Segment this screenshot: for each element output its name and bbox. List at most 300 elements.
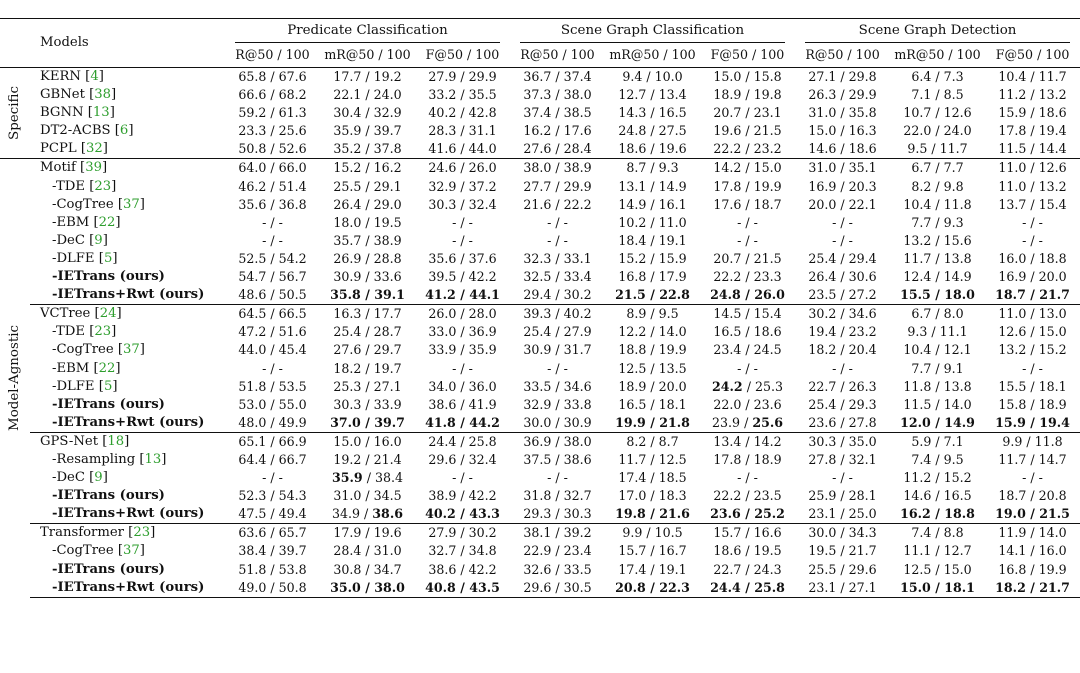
metric-value-at-100: 38.0	[374, 579, 405, 595]
table-row	[0, 86, 1080, 104]
citation-link[interactable]: [6]	[114, 123, 134, 139]
metric-value: 28.3 / 31.1	[428, 123, 497, 139]
metric-value: 35.2 / 37.8	[333, 141, 402, 157]
metric-value: 11.9 / 14.0	[985, 524, 1080, 543]
metric-value	[985, 286, 1080, 305]
citation-number[interactable]: 38	[94, 87, 112, 103]
model-name: GPS-Net	[40, 433, 99, 449]
table-row	[0, 122, 1080, 140]
metric-value: 11.7 / 14.7	[998, 451, 1067, 467]
citation-number[interactable]: 39	[85, 160, 102, 176]
metric-value: 9.4 / 10.0	[605, 68, 700, 87]
metric-value: 18.7 / 20.8	[998, 488, 1067, 504]
citation-number[interactable]: 4	[90, 69, 99, 84]
model-name-cell	[30, 469, 225, 487]
metric-value: 25.5 / 29.6	[808, 561, 877, 577]
model-name-cell	[30, 250, 225, 268]
metric-value: 64.5 / 66.5	[225, 305, 320, 324]
model-name: -IETrans (ours)	[52, 269, 165, 285]
metric-value-at-100: 18.1	[944, 579, 975, 595]
metric-value: 15.5 / 18.1	[998, 378, 1067, 394]
citation-link[interactable]: [37]	[117, 543, 145, 559]
metric-value: 23.4 / 24.5	[713, 342, 782, 358]
metric-value: 36.7 / 37.4	[510, 68, 605, 87]
table-row	[0, 561, 1080, 579]
metric-value: 26.0 / 28.0	[415, 305, 510, 324]
citation-link[interactable]: [4]	[85, 69, 104, 84]
value-separator: /	[1025, 287, 1040, 303]
metric-value-at-50: 37.0	[330, 414, 361, 430]
metric-value: 29.3 / 30.3	[523, 506, 592, 522]
metric-value: 25.4 / 29.4	[808, 250, 877, 266]
metric-value: 22.2 / 23.2	[713, 141, 782, 157]
metric-value: 40.2 / 42.8	[428, 105, 497, 121]
metric-value: 54.7 / 56.7	[238, 269, 307, 285]
metric-value: 27.8 / 32.1	[808, 451, 877, 467]
metric-value-at-50: 18.2	[995, 579, 1026, 595]
metric-value-at-100: 22.8	[659, 287, 690, 303]
value-separator: /	[930, 287, 945, 303]
table-row	[0, 524, 1080, 543]
citation-number[interactable]: 6	[119, 123, 129, 139]
metric-value: 30.8 / 34.7	[333, 561, 402, 577]
metric-value: 23.1 / 25.0	[808, 506, 877, 522]
row-group-label	[0, 159, 30, 597]
metric-value: 33.9 / 35.9	[428, 342, 497, 358]
model-name-cell	[30, 214, 225, 232]
model-name: -IETrans+Rwt (ours)	[52, 506, 205, 522]
metric-value-at-100: 18.8	[944, 506, 975, 522]
citation-link[interactable]: [38]	[89, 87, 117, 103]
table-row	[0, 323, 1080, 341]
metric-value: 6.7 / 8.0	[890, 305, 985, 324]
citation-link[interactable]: [9]	[89, 232, 108, 248]
metric-header: R@50 / 100	[795, 43, 890, 68]
metric-value: 10.4 / 11.7	[985, 68, 1080, 87]
metric-value: 30.9 / 33.6	[333, 269, 402, 285]
models-header: Models	[30, 19, 225, 68]
metric-value: 16.8 / 17.9	[618, 269, 687, 285]
citation-link[interactable]: [22]	[93, 214, 121, 230]
metric-value: 35.6 / 36.8	[238, 196, 307, 212]
model-name: -IETrans+Rwt (ours)	[52, 579, 205, 595]
metric-value: 25.4 / 27.9	[523, 324, 592, 340]
metric-value: 38.0 / 38.9	[510, 159, 605, 178]
metric-value: 11.2 / 13.2	[998, 87, 1067, 103]
metric-value: - / -	[452, 232, 473, 248]
citation-number[interactable]: 32	[85, 141, 103, 157]
model-name: -CogTree	[52, 196, 114, 212]
metric-value-at-100: 43.3	[469, 506, 500, 522]
metric-value-at-50: 18.7	[995, 287, 1026, 303]
metric-value: 33.2 / 35.5	[428, 87, 497, 103]
citation-link[interactable]: [5]	[98, 250, 118, 266]
model-name-cell	[30, 286, 225, 305]
value-separator: /	[645, 414, 660, 430]
metric-value-at-50: 24.8	[710, 287, 741, 303]
value-separator: /	[455, 506, 470, 522]
metric-value	[415, 579, 510, 598]
metric-value: 19.4 / 23.2	[808, 324, 877, 340]
citation-number[interactable]: 37	[123, 342, 140, 358]
metric-value: 17.4 / 18.5	[618, 470, 687, 486]
metric-value: 7.4 / 8.8	[890, 524, 985, 543]
citation-number[interactable]: 5	[103, 250, 113, 266]
metric-value-at-100: 25.3	[754, 378, 783, 394]
metric-value: 18.2 / 19.7	[333, 360, 402, 376]
table-row	[0, 305, 1080, 324]
value-separator: /	[645, 287, 660, 303]
model-name: -IETrans (ours)	[52, 488, 165, 504]
citation-number[interactable]: 37	[123, 196, 140, 212]
metric-value	[890, 505, 985, 524]
citation-number[interactable]: 9	[94, 470, 103, 486]
table-row	[0, 286, 1080, 305]
metric-value: 15.0 / 15.8	[700, 68, 795, 87]
metric-value: 18.2 / 20.4	[808, 342, 877, 358]
metric-value: 17.4 / 19.1	[618, 561, 687, 577]
citation-number[interactable]: 9	[94, 232, 103, 248]
model-name: PCPL	[40, 141, 77, 157]
metric-value: 29.4 / 30.2	[523, 287, 592, 303]
model-name: -TDE	[52, 178, 85, 194]
table-row	[0, 487, 1080, 505]
metric-value: 11.2 / 15.2	[903, 470, 972, 486]
metric-value: 22.9 / 23.4	[523, 543, 592, 559]
metric-value: 65.1 / 66.9	[225, 432, 320, 451]
metric-value: 12.5 / 15.0	[903, 561, 972, 577]
metric-value: 11.0 / 13.0	[985, 305, 1080, 324]
metric-value: 65.8 / 67.6	[225, 68, 320, 87]
citation-link[interactable]: [5]	[98, 378, 118, 394]
metric-value-at-100: 21.7	[1039, 287, 1070, 303]
value-separator: /	[1025, 579, 1040, 595]
value-separator: /	[360, 506, 373, 522]
metric-value: 20.7 / 21.5	[713, 250, 782, 266]
metric-value	[415, 286, 510, 305]
metric-value: 15.8 / 18.9	[998, 396, 1067, 412]
metric-value-at-50: 41.8	[425, 414, 456, 430]
metric-value: 30.3 / 35.0	[795, 432, 890, 451]
metric-value: 39.3 / 40.2	[510, 305, 605, 324]
value-separator: /	[930, 579, 945, 595]
metric-value-at-50: 40.2	[425, 506, 456, 522]
citation-link[interactable]: [23]	[128, 525, 156, 541]
metric-value: 18.6 / 19.5	[713, 543, 782, 559]
metric-value: 27.9 / 30.2	[415, 524, 510, 543]
metric-value-at-50: 12.0	[900, 414, 931, 430]
metric-value	[700, 286, 795, 305]
metric-value: 66.6 / 68.2	[238, 87, 307, 103]
value-separator: /	[740, 414, 753, 430]
citation-number[interactable]: 13	[144, 451, 162, 467]
metric-value: 15.9 / 18.6	[998, 105, 1067, 121]
metric-value: 27.7 / 29.9	[523, 178, 592, 194]
metric-value: 38.4 / 39.7	[238, 543, 307, 559]
metric-value: - / -	[737, 470, 758, 486]
model-name: -EBM	[52, 214, 90, 230]
metric-value: 11.7 / 13.8	[903, 250, 972, 266]
metric-value-at-100: 19.4	[1039, 414, 1070, 430]
metric-value	[320, 469, 415, 487]
metric-value: 18.9 / 19.8	[713, 87, 782, 103]
model-name: -EBM	[52, 360, 90, 376]
citation-number[interactable]: 23	[133, 525, 151, 541]
metric-value: 22.0 / 24.0	[903, 123, 972, 139]
citation-link[interactable]: [24]	[94, 306, 122, 322]
table-row	[0, 104, 1080, 122]
citation-link[interactable]: [9]	[89, 470, 108, 486]
metric-header: R@50 / 100	[225, 43, 320, 68]
model-name: -IETrans (ours)	[52, 561, 165, 577]
metric-value: 30.0 / 34.3	[795, 524, 890, 543]
model-name: BGNN	[40, 105, 84, 121]
model-name: KERN	[40, 69, 81, 84]
model-name: -DeC	[52, 232, 85, 248]
metric-value: 34.0 / 36.0	[428, 378, 497, 394]
metric-value: 19.2 / 21.4	[333, 451, 402, 467]
metric-value: 63.6 / 65.7	[225, 524, 320, 543]
metric-value: 8.2 / 8.7	[605, 432, 700, 451]
metric-value: 25.4 / 29.3	[808, 396, 877, 412]
metric-value: 27.1 / 29.8	[795, 68, 890, 87]
metric-value: 25.4 / 28.7	[333, 324, 402, 340]
metric-value: 15.7 / 16.6	[700, 524, 795, 543]
metric-value: 11.8 / 13.8	[903, 378, 972, 394]
group-header-predcls: Predicate Classification	[225, 19, 510, 44]
metric-header: R@50 / 100	[510, 43, 605, 68]
model-name: -CogTree	[52, 342, 114, 358]
citation-link[interactable]: [32]	[80, 141, 108, 157]
model-name-cell	[30, 505, 225, 524]
header-blank	[0, 19, 30, 68]
citation-link[interactable]: [39]	[80, 160, 108, 176]
citation-number[interactable]: 24	[99, 306, 117, 322]
metric-value	[320, 579, 415, 598]
metric-value: 38.6 / 41.9	[428, 396, 497, 412]
metric-value	[700, 505, 795, 524]
metric-value: 32.7 / 34.8	[428, 543, 497, 559]
metric-value-at-50: 21.5	[615, 287, 646, 303]
citation-number[interactable]: 22	[98, 360, 116, 376]
citation-number[interactable]: 5	[103, 378, 113, 394]
metric-value: - / -	[547, 214, 568, 230]
metric-value: 7.1 / 8.5	[911, 87, 964, 103]
model-name: Transformer	[40, 525, 124, 541]
metric-value: 14.9 / 16.1	[618, 196, 687, 212]
model-name-cell	[30, 323, 225, 341]
results-table	[0, 18, 1080, 598]
metric-value-at-50: 41.2	[425, 287, 456, 303]
table-row	[0, 505, 1080, 524]
metric-value: 24.8 / 27.5	[618, 123, 687, 139]
metric-value: 7.7 / 9.3	[911, 214, 964, 230]
metric-value: 39.5 / 42.2	[428, 269, 497, 285]
value-separator: /	[455, 579, 470, 595]
metric-value: 50.8 / 52.6	[238, 141, 307, 157]
table-row	[0, 396, 1080, 414]
model-name: DT2-ACBS	[40, 123, 111, 139]
citation-link[interactable]: [13]	[87, 105, 115, 121]
value-separator: /	[645, 506, 660, 522]
metric-value: 23.6 / 27.8	[808, 414, 877, 430]
metric-value: 53.0 / 55.0	[238, 396, 307, 412]
metric-value: 51.8 / 53.5	[238, 378, 307, 394]
citation-number[interactable]: 23	[94, 178, 112, 194]
metric-value: - / -	[262, 232, 283, 248]
metric-value: 30.0 / 30.9	[523, 414, 592, 430]
metric-value: 48.6 / 50.5	[238, 287, 307, 303]
value-separator: /	[455, 414, 470, 430]
metric-value-at-50: 19.9	[615, 414, 646, 430]
metric-value: 15.0 / 16.3	[808, 123, 877, 139]
citation-link[interactable]: [23]	[89, 324, 117, 340]
metric-value	[605, 286, 700, 305]
metric-value-at-100: 38.6	[372, 506, 403, 522]
model-name-cell	[30, 104, 225, 122]
group-header-sgcls: Scene Graph Classification	[510, 19, 795, 44]
metric-value-at-50: 24.4	[710, 579, 741, 595]
metric-value: 15.2 / 16.2	[320, 159, 415, 178]
value-separator: /	[1025, 506, 1040, 522]
metric-value: 6.4 / 7.3	[890, 68, 985, 87]
metric-value: 27.6 / 28.4	[523, 141, 592, 157]
citation-link[interactable]: [13]	[139, 451, 167, 467]
metric-value: 30.9 / 31.7	[523, 342, 592, 358]
metric-value: 52.5 / 54.2	[238, 250, 307, 266]
citation-link[interactable]: [22]	[93, 360, 121, 376]
metric-value: 11.1 / 12.7	[903, 543, 972, 559]
metric-value: 27.6 / 29.7	[333, 342, 402, 358]
citation-number[interactable]: 22	[98, 214, 116, 230]
metric-value: 35.6 / 37.6	[428, 250, 497, 266]
metric-value-at-50: 19.0	[995, 506, 1026, 522]
metric-value: 17.8 / 18.9	[713, 451, 782, 467]
metric-value	[320, 414, 415, 433]
metric-value: 21.6 / 22.2	[523, 196, 592, 212]
citation-link[interactable]: [37]	[117, 196, 145, 212]
metric-value: 22.0 / 23.6	[713, 396, 782, 412]
metric-value: - / -	[832, 232, 853, 248]
metric-value: 12.7 / 13.4	[618, 87, 687, 103]
metric-value	[890, 286, 985, 305]
metric-value: 30.4 / 32.9	[333, 105, 402, 121]
model-name-cell	[30, 561, 225, 579]
metric-value: 7.7 / 9.1	[911, 360, 964, 376]
metric-value: 37.4 / 38.5	[523, 105, 592, 121]
value-separator: /	[930, 414, 945, 430]
metric-value: 37.5 / 38.6	[523, 451, 592, 467]
metric-value: - / -	[452, 214, 473, 230]
metric-value	[320, 505, 415, 524]
metric-value: 17.6 / 18.7	[713, 196, 782, 212]
citation-link[interactable]: [18]	[102, 433, 130, 449]
metric-value: 14.1 / 16.0	[998, 543, 1067, 559]
metric-value-at-100: 39.1	[374, 287, 405, 303]
metric-value-at-100: 25.2	[754, 506, 785, 522]
metric-value: 31.0 / 35.1	[795, 159, 890, 178]
metric-value: 16.5 / 18.1	[618, 396, 687, 412]
metric-value	[700, 378, 795, 396]
value-separator: /	[455, 287, 470, 303]
metric-value: 8.9 / 9.5	[605, 305, 700, 324]
metric-value: 11.0 / 13.2	[998, 178, 1067, 194]
metric-value: 20.0 / 22.1	[808, 196, 877, 212]
metric-value: 35.7 / 38.9	[333, 232, 402, 248]
metric-value: - / -	[547, 360, 568, 376]
metric-value: 12.6 / 15.0	[998, 324, 1067, 340]
metric-value-at-100: 26.0	[754, 287, 785, 303]
model-name: -Resampling	[52, 451, 136, 467]
value-separator: /	[930, 506, 945, 522]
metric-value: 8.7 / 9.3	[605, 159, 700, 178]
metric-value: 17.8 / 19.4	[998, 123, 1067, 139]
metric-value: 32.9 / 33.8	[523, 396, 592, 412]
table-row	[0, 378, 1080, 396]
model-name-cell	[30, 360, 225, 378]
metric-value: 47.2 / 51.6	[238, 324, 307, 340]
table-row	[0, 140, 1080, 159]
table-body	[0, 68, 1080, 598]
metric-value: - / -	[262, 470, 283, 486]
model-name-cell	[30, 86, 225, 104]
metric-value	[890, 579, 985, 598]
metric-value: 31.0 / 34.5	[333, 488, 402, 504]
metric-value: 18.8 / 19.9	[618, 342, 687, 358]
metric-value: 19.6 / 21.5	[713, 123, 782, 139]
metric-value: 6.7 / 7.7	[890, 159, 985, 178]
table-row	[0, 268, 1080, 286]
metric-value: 13.2 / 15.6	[903, 232, 972, 248]
metric-value: - / -	[737, 360, 758, 376]
table-row	[0, 469, 1080, 487]
citation-number[interactable]: 13	[92, 105, 110, 121]
metric-value: 11.5 / 14.0	[903, 396, 972, 412]
row-group-label	[0, 68, 30, 159]
metric-value	[985, 579, 1080, 598]
citation-link[interactable]: [23]	[89, 178, 117, 194]
metric-value: 37.3 / 38.0	[523, 87, 592, 103]
metric-value: 16.9 / 20.3	[808, 178, 877, 194]
metric-value-at-50: 23.9	[712, 414, 741, 430]
citation-number[interactable]: 18	[107, 433, 125, 449]
citation-link[interactable]: [37]	[117, 342, 145, 358]
model-name-cell	[30, 451, 225, 469]
metric-value: 26.9 / 28.8	[333, 250, 402, 266]
metric-value-at-50: 19.8	[615, 506, 646, 522]
group-header-sgdet: Scene Graph Detection	[795, 19, 1080, 44]
model-name: -IETrans+Rwt (ours)	[52, 414, 205, 430]
citation-number[interactable]: 37	[123, 543, 140, 559]
metric-value: 14.6 / 18.6	[808, 141, 877, 157]
citation-number[interactable]: 23	[94, 324, 112, 340]
metric-header: F@50 / 100	[985, 43, 1080, 68]
metric-header: mR@50 / 100	[890, 43, 985, 68]
metric-value: 13.2 / 15.2	[998, 342, 1067, 358]
metric-value: 13.7 / 15.4	[998, 196, 1067, 212]
model-name: GBNet	[40, 87, 85, 103]
metric-value	[605, 579, 700, 598]
metric-value: 49.0 / 50.8	[225, 579, 320, 598]
metric-value: - / -	[547, 232, 568, 248]
metric-value: 13.4 / 14.2	[700, 432, 795, 451]
metric-value: 23.1 / 27.1	[795, 579, 890, 598]
metric-value: 26.4 / 29.0	[333, 196, 402, 212]
metric-value	[985, 414, 1080, 433]
model-name: -DLFE	[52, 378, 95, 394]
metric-value: 18.9 / 20.0	[618, 378, 687, 394]
model-name-cell	[30, 341, 225, 359]
